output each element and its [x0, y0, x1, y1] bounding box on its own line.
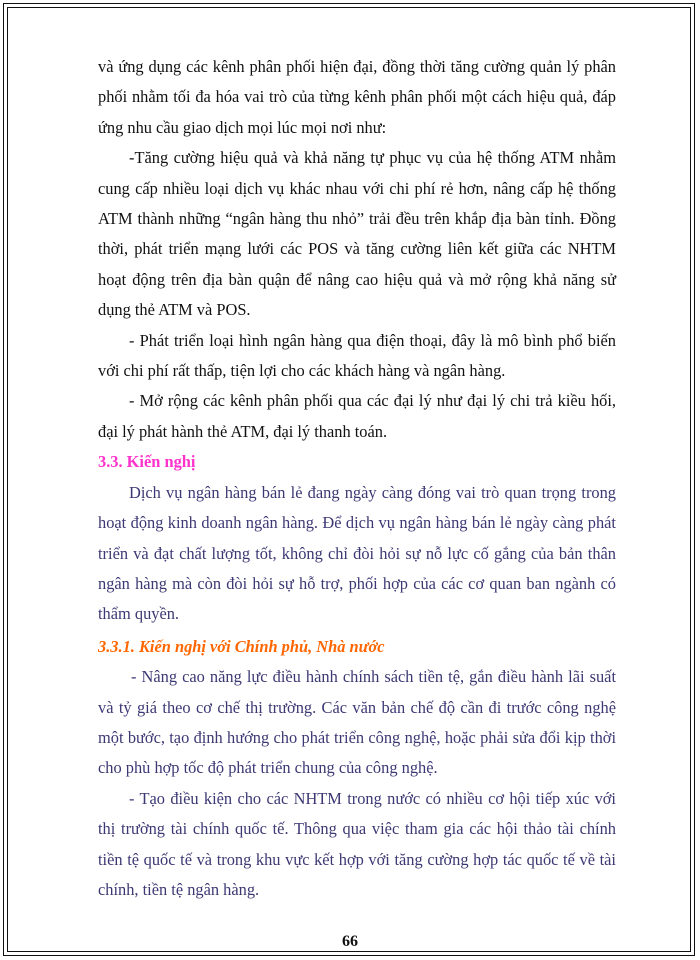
page-content — [98, 52, 616, 905]
paragraph-intro: và ứng dụng các kênh phân phối hiện đại, đồng thời tăng cường quản lý phân phối nhằm tối đa hóa vai trò của từng kênh phân phối một cách hiệu quả, đáp ứng nhu cầu giao dịch mọi lúc mọi nơi như: — [98, 57, 616, 137]
paragraph-recommendations: Dịch vụ ngân hàng bán lẻ đang ngày càng đóng vai trò quan trọng trong hoạt động kinh doanh ngân hàng. Để dịch vụ ngân hàng bán lẻ ngày càng phát triển và đạt chất lượng tốt, không chỉ đòi hỏi sự nỗ lực cố gắng của bản thân ngân hàng mà còn đòi hỏi sự hỗ trợ, phối hợp của các cơ quan ban ngành có thẩm quyền. — [98, 482, 616, 624]
paragraph-monetary-policy: - Nâng cao năng lực điều hành chính sách tiền tệ, gắn điều hành lãi suất và tỷ giá theo cơ chế thị trường. Các văn bản chế độ cần đi trước công nghệ một bước, tạo định hướng cho phát triển công nghệ, hoặc phải sửa đổi kịp thời cho phù hợp tốc độ phát triển chung của công nghệ. — [98, 667, 616, 778]
paragraph-international: - Tạo điều kiện cho các NHTM trong nước có nhiều cơ hội tiếp xúc với thị trường tài chính quốc tế. Thông qua việc tham gia các hội thảo tài chính tiền tệ quốc tế và trong khu vực kết hợp với tăng cường hợp tác quốc tế về tài chính, tiền tệ ngân hàng. — [98, 788, 616, 899]
paragraph-agents: - Mở rộng các kênh phân phối qua các đại lý như đại lý chi trả kiều hối, đại lý phát hành thẻ ATM, đại lý thanh toán. — [98, 391, 616, 441]
page-number: 66 — [342, 933, 358, 950]
section-heading-3-3: 3.3. Kiến nghị — [98, 452, 196, 472]
section-heading-3-3-1: 3.3.1. Kiến nghị với Chính phủ, Nhà nước — [98, 636, 385, 656]
paragraph-atm: -Tăng cường hiệu quả và khả năng tự phục vụ của hệ thống ATM nhằm cung cấp nhiều loại dịch vụ khác nhau với chi phí rẻ hơn, nâng cấp hệ thống ATM thành những “ngân hàng thu nhỏ” trải đều trên khắp địa bàn tỉnh. Đồng thời, phát triển mạng lưới các POS và tăng cường liên kết giữa các NHTM hoạt động trên địa bàn quận để nâng cao hiệu quả và mở rộng khả năng sử dụng thẻ ATM và POS. — [98, 148, 616, 320]
paragraph-phone-banking: - Phát triển loại hình ngân hàng qua điện thoại, đây là mô bình phổ biến với chi phí rất thấp, tiện lợi cho các khách hàng và ngân hàng. — [98, 330, 616, 381]
